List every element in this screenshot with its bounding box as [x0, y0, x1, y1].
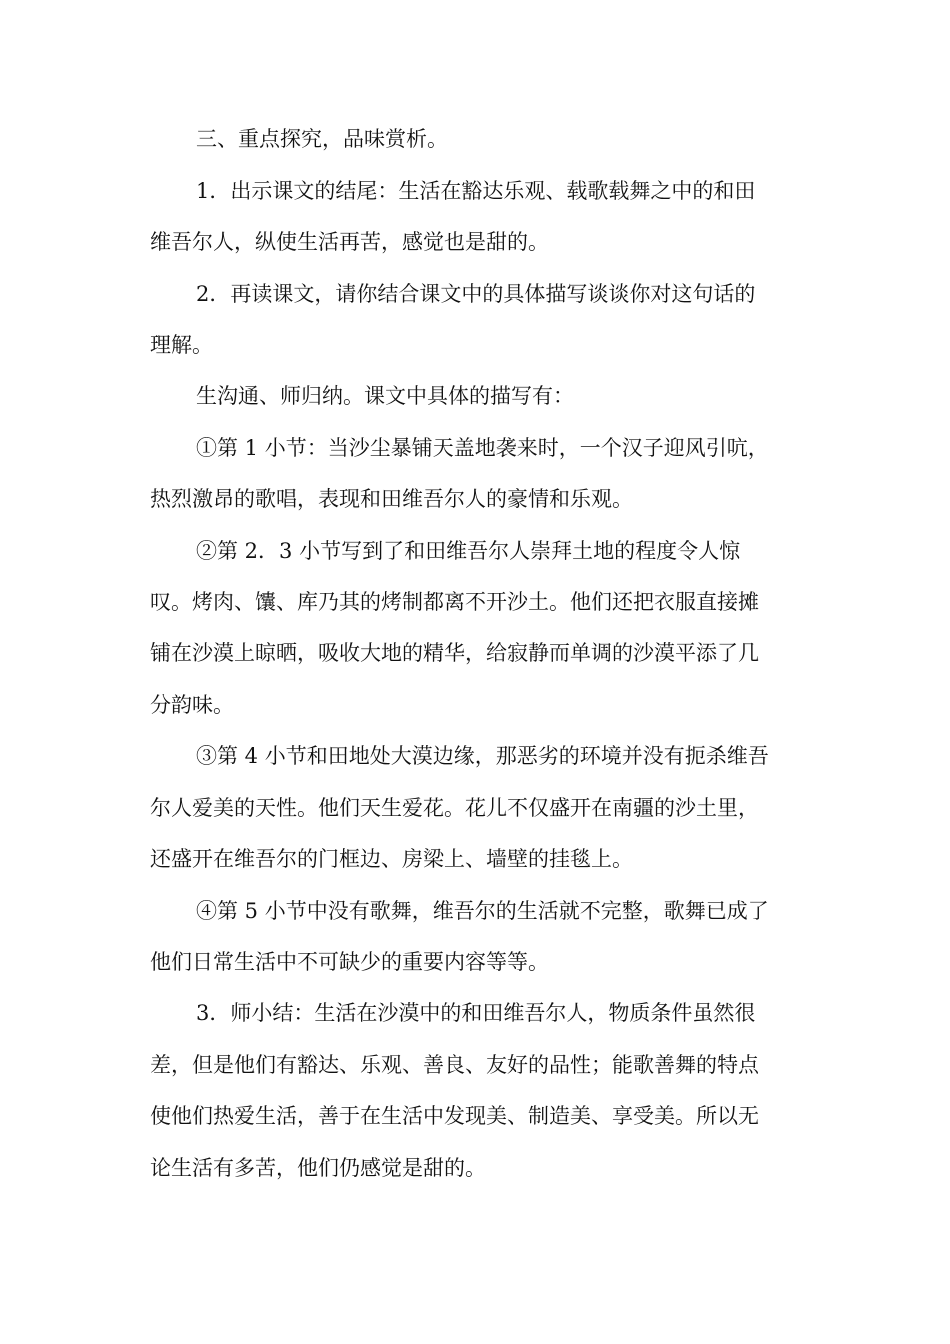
paragraph-line: 1．出示课文的结尾：生活在豁达乐观、载歌载舞之中的和田 — [196, 179, 756, 203]
paragraph-line: 尔人爱美的天性。他们天生爱花。花儿不仅盛开在南疆的沙土里， — [150, 796, 759, 820]
paragraph-line: 2．再读课文，请你结合课文中的具体描写谈谈你对这句话的 — [196, 282, 756, 306]
paragraph-line: ②第 2．3 小节写到了和田维吾尔人崇拜土地的程度令人惊 — [196, 539, 741, 563]
paragraph-line: 维吾尔人，纵使生活再苦，感觉也是甜的。 — [150, 230, 549, 254]
paragraph-line: ③第 4 小节和田地处大漠边缘，那恶劣的环境并没有扼杀维吾 — [196, 744, 769, 768]
paragraph-line: 热烈激昂的歌唱，表现和田维吾尔人的豪情和乐观。 — [150, 487, 633, 511]
paragraph-line: 差，但是他们有豁达、乐观、善良、友好的品性；能歌善舞的特点 — [150, 1053, 759, 1077]
paragraph-line: ①第 1 小节：当沙尘暴铺天盖地袭来时，一个汉子迎风引吭， — [196, 436, 769, 460]
section-heading: 三、重点探究，品味赏析。 — [196, 127, 448, 151]
paragraph-line: 他们日常生活中不可缺少的重要内容等等。 — [150, 950, 549, 974]
paragraph-line: 生沟通、师归纳。课文中具体的描写有： — [196, 384, 574, 408]
paragraph-line: 3．师小结：生活在沙漠中的和田维吾尔人，物质条件虽然很 — [196, 1001, 756, 1025]
paragraph-line: 分韵味。 — [150, 693, 234, 717]
paragraph-line: 使他们热爱生活，善于在生活中发现美、制造美、享受美。所以无 — [150, 1104, 759, 1128]
paragraph-line: 论生活有多苦，他们仍感觉是甜的。 — [150, 1156, 486, 1180]
paragraph-line: 叹。烤肉、馕、库乃其的烤制都离不开沙土。他们还把衣服直接摊 — [150, 590, 759, 614]
paragraph-line: 还盛开在维吾尔的门框边、房梁上、墙壁的挂毯上。 — [150, 847, 633, 871]
paragraph-line: 理解。 — [150, 333, 213, 357]
paragraph-line: 铺在沙漠上晾晒，吸收大地的精华，给寂静而单调的沙漠平添了几 — [150, 641, 759, 665]
paragraph-line: ④第 5 小节中没有歌舞，维吾尔的生活就不完整，歌舞已成了 — [196, 899, 769, 923]
